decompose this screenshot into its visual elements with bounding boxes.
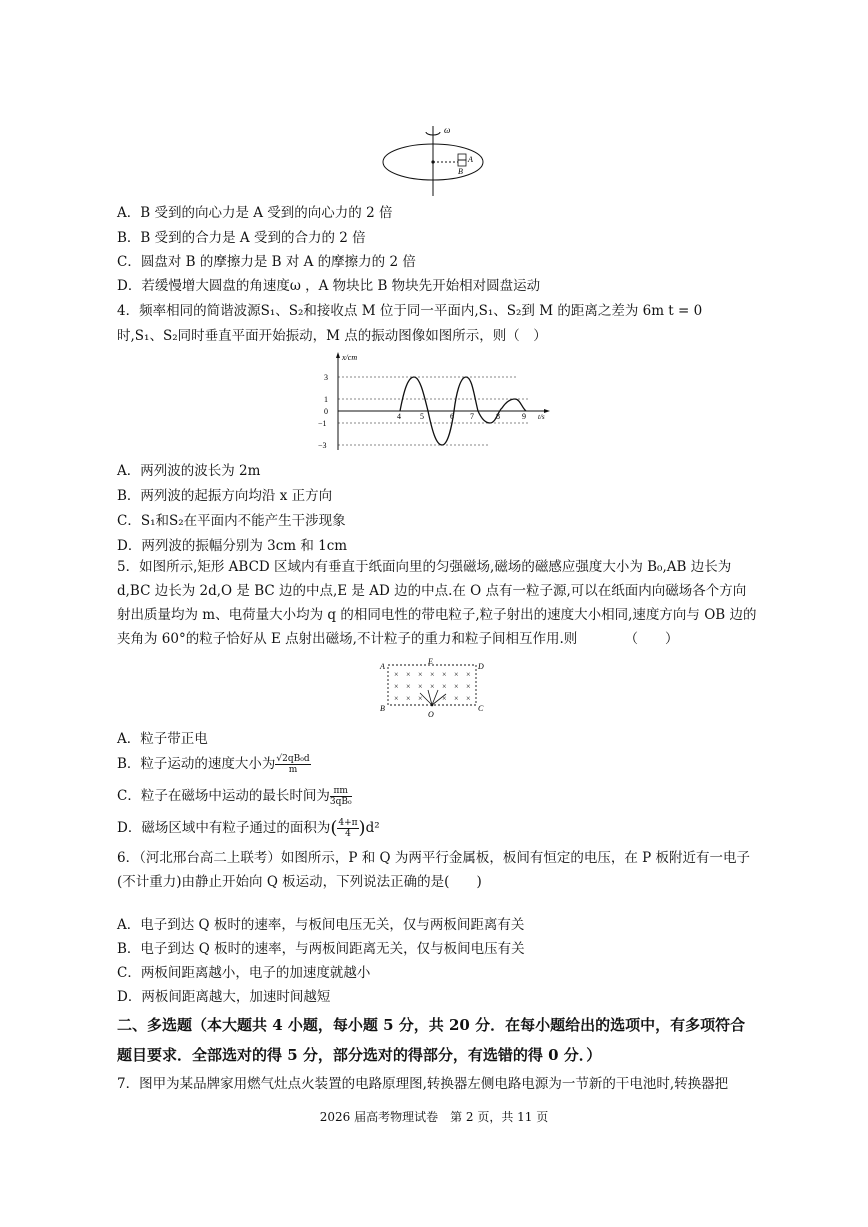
- q4-option-d: D．两列波的振幅分别为 3cm 和 1cm: [117, 538, 348, 554]
- corner-c-label: C: [478, 704, 484, 713]
- svg-text:×: ×: [454, 682, 459, 691]
- svg-text:×: ×: [406, 694, 411, 703]
- svg-text:×: ×: [418, 670, 423, 679]
- y-tick-0: 0: [324, 407, 328, 416]
- label-a: A: [468, 155, 473, 164]
- q4-stem-line1: 4．频率相同的简谐波源S₁、S₂和接收点 M 位于同一平面内,S₁、S₂到 M 的距离之差为 6m t = 0: [117, 303, 703, 319]
- q6-option-b: B．电子到达 Q 板时的速率，与两板间距离无关，仅与板间电压有关: [117, 941, 525, 957]
- rotating-disk-figure: [380, 122, 490, 198]
- q5-option-d-fraction: [337, 818, 358, 839]
- svg-text:×: ×: [418, 694, 423, 703]
- q6-option-a: A．电子到达 Q 板时的速率，与板间电压无关，仅与两板间距离有关: [117, 917, 525, 933]
- x-tick-9: 9: [522, 412, 526, 421]
- q4-option-c: C．S₁和S₂在平面内不能产生干涉现象: [117, 513, 346, 529]
- fraction-denominator: 3qB₀: [329, 797, 352, 807]
- svg-text:×: ×: [454, 670, 459, 679]
- y-tick-neg3: −3: [318, 441, 327, 450]
- omega-label: ω: [444, 125, 451, 135]
- q7-stem: 7．图甲为某品牌家用燃气灶点火装置的电路原理图,转换器左侧电路电源为一节新的干电池时,转换器把: [117, 1076, 729, 1092]
- svg-text:×: ×: [430, 670, 435, 679]
- fraction-numerator: πm: [330, 786, 352, 797]
- corner-b-label: B: [380, 704, 385, 713]
- y-tick-1: 1: [324, 395, 328, 404]
- label-b: B: [458, 167, 463, 176]
- svg-text:×: ×: [418, 682, 423, 691]
- vibration-graph: [308, 350, 558, 455]
- y-tick-neg1: −1: [318, 419, 327, 428]
- section2-heading: 二、多选题（本大题共 4 小题，每小题 5 分，共 20 分．在每小题给出的选项中，有多项符合题目要求．全部选对的得 5 分，部分选对的得部分，有选错的得 0 分．）: [117, 1016, 746, 1064]
- fraction-numerator: 4+π: [338, 818, 358, 828]
- svg-text:×: ×: [394, 682, 399, 691]
- q5-stem: 5．如图所示,矩形 ABCD 区域内有垂直于纸面向里的匀强磁场,磁场的磁感应强度大小为 B₀,AB 边长为 d,BC 边长为 2d,O 是 BC 边的中点,E 是 AD 边的中点.在 O 点有一粒子源,可以在纸面内向磁场各个方向射出质量均为 m、电荷量大小均为 q 的相同电性的带电粒子,粒子射出的速度大小相同,速度方向与 OB 边的夹角为 60°的粒子恰好从 E 点射出磁场,不计粒子的重力和粒子间相互作用.则 （ ）: [117, 559, 757, 647]
- q3-option-c: C．圆盘对 B 的摩擦力是 B 对 A 的摩擦力的 2 倍: [117, 254, 416, 270]
- q6-option-d: D．两板间距离越大，加速时间越短: [117, 989, 331, 1005]
- x-tick-8: 8: [496, 412, 500, 421]
- q5-option-a: A．粒子带正电: [117, 731, 208, 747]
- q5-option-b-text: B．粒子运动的速度大小为: [117, 756, 276, 772]
- q3-option-d: D．若缓慢增大圆盘的角速度ω ，A 物块比 B 物块先开始相对圆盘运动: [117, 278, 541, 294]
- q5-option-c: [117, 786, 352, 807]
- x-tick-7: 7: [470, 412, 474, 421]
- x-tick-4: 4: [397, 412, 401, 421]
- svg-text:×: ×: [430, 682, 435, 691]
- svg-text:×: ×: [454, 694, 459, 703]
- q5-option-c-text: C．粒子在磁场中运动的最长时间为: [117, 788, 330, 804]
- x-arrow-icon: [544, 409, 550, 413]
- svg-text:×: ×: [466, 682, 471, 691]
- q4-option-a: A．两列波的波长为 2m: [117, 463, 261, 479]
- svg-text:×: ×: [394, 670, 399, 679]
- q6-stem: 6．（河北邢台高二上联考）如图所示，P 和 Q 为两平行金属板，板间有恒定的电压，在 P 板附近有一电子(不计重力)由静止开始向 Q 板运动，下列说法正确的是( ): [117, 850, 751, 890]
- point-o: [431, 704, 434, 707]
- graph-y-label: x/cm: [342, 353, 358, 362]
- svg-text:×: ×: [466, 670, 471, 679]
- x-tick-6: 6: [450, 412, 454, 421]
- block-a: [458, 154, 466, 160]
- q5-option-d: D．磁场区域中有粒子通过的面积为( $\frac{4+\pi}{4}$ )d²: [117, 817, 380, 839]
- corner-a-label: A: [380, 662, 385, 671]
- q5-option-c-fraction: [330, 786, 352, 807]
- fraction-denominator: 4: [345, 829, 351, 839]
- svg-text:×: ×: [466, 694, 471, 703]
- magnetic-field-figure: [378, 657, 490, 721]
- fraction-numerator: √2qB₀d: [276, 754, 310, 764]
- svg-text:×: ×: [406, 682, 411, 691]
- q3-option-a: A．B 受到的向心力是 A 受到的向心力的 2 倍: [117, 205, 393, 221]
- block-b: [458, 160, 466, 166]
- x-tick-5: 5: [420, 412, 424, 421]
- fraction-denominator: m: [288, 765, 298, 775]
- q6-option-c: C．两板间距离越小，电子的加速度就越小: [117, 965, 371, 981]
- field-crosses: [394, 670, 471, 703]
- svg-text:×: ×: [442, 670, 447, 679]
- q5-option-b-fraction: [275, 754, 310, 775]
- y-tick-3: 3: [324, 373, 328, 382]
- q4-option-b: B．两列波的起振方向均沿 x 正方向: [117, 488, 333, 504]
- q5-option-b: [117, 754, 311, 775]
- y-arrow-icon: [336, 352, 340, 358]
- graph-x-label: t/s: [538, 413, 545, 421]
- svg-text:×: ×: [394, 694, 399, 703]
- svg-text:×: ×: [442, 694, 447, 703]
- point-e-label: E: [428, 657, 433, 666]
- q5-option-d-text: D．磁场区域中有粒子通过的面积为: [117, 820, 331, 836]
- point-o-label: O: [428, 710, 434, 719]
- corner-d-label: D: [478, 662, 484, 671]
- q3-option-b: B．B 受到的合力是 A 受到的合力的 2 倍: [117, 230, 366, 246]
- q5-option-d-suffix: d²: [365, 820, 380, 836]
- svg-text:×: ×: [406, 670, 411, 679]
- svg-text:×: ×: [442, 682, 447, 691]
- q4-stem-line2: 时,S₁、S₂同时垂直平面开始振动，M 点的振动图像如图所示，则（ ）: [117, 328, 547, 344]
- page-footer: 2026 届高考物理试卷 第 2 页，共 11 页: [319, 1110, 549, 1124]
